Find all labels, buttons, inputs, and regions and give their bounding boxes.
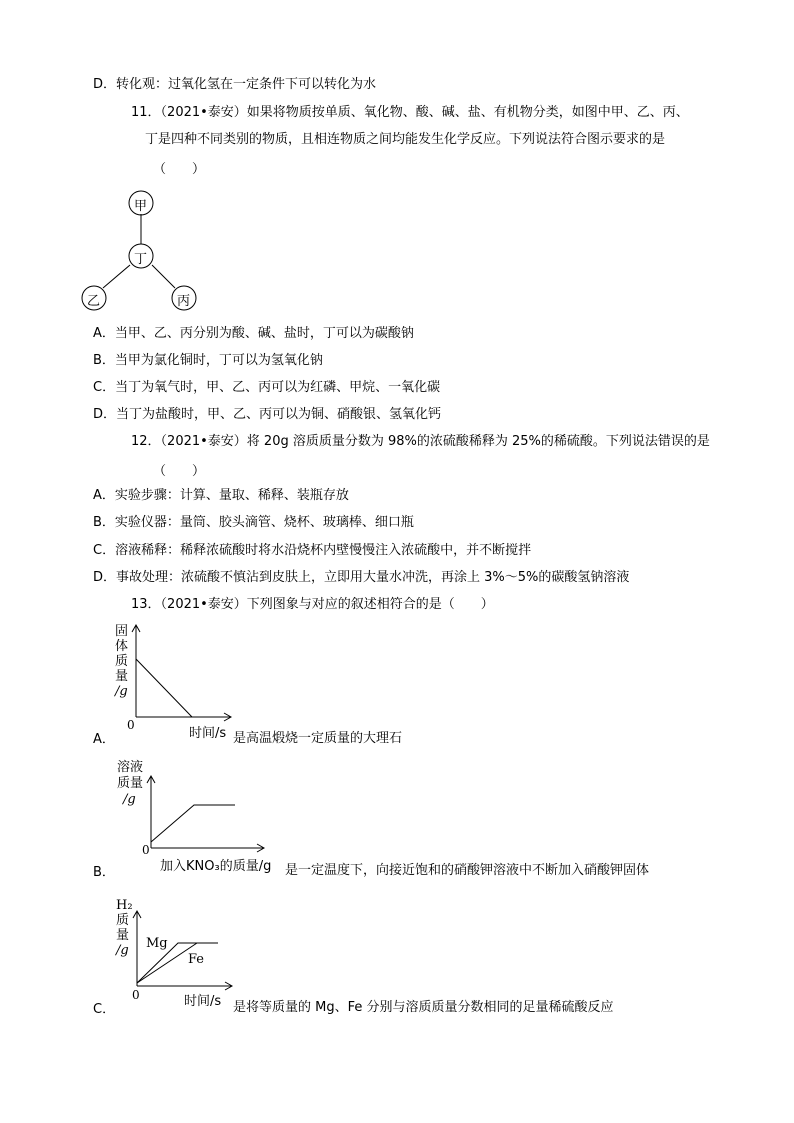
q13-stem: 13．（2021•泰安）下列图象与对应的叙述相符合的是（ ） — [131, 597, 494, 612]
graph-c-ylabel-4: /g — [116, 943, 129, 958]
diagram-label-yi: 乙 — [87, 294, 101, 309]
q12-option-c: C．溶液稀释：稀释浓硫酸时将水沿烧杯内壁慢慢注入浓硫酸中，并不断搅拌 — [93, 543, 532, 558]
graph-a-ylabel-4: 量 — [115, 669, 129, 684]
graph-c-label-fe: Fe — [188, 952, 205, 967]
graph-b-ylabel-1: 溶液 — [117, 760, 144, 775]
q12-answer-paren: （ ） — [153, 464, 206, 479]
graph-a-ylabel-5: /g — [115, 684, 128, 699]
graph-c-label-mg: Mg — [146, 936, 168, 951]
graph-a-ylabel-3: 质 — [115, 654, 129, 669]
q11-stem-line1: 11．（2021•泰安）如果将物质按单质、氧化物、酸、碱、盐、有机物分类，如图中甲、乙、丙、 — [131, 105, 689, 120]
graph-a-ylabel-2: 体 — [115, 639, 129, 654]
graph-c-ylabel-1: H₂ — [116, 898, 133, 913]
q13-option-b-letter: B． — [93, 865, 115, 880]
q12-option-d: D．事故处理：浓硫酸不慎沾到皮肤上，立即用大量水冲洗，再涂上 3%～5%的碳酸氢钠溶液 — [93, 570, 630, 585]
diagram-label-ding: 丁 — [134, 252, 148, 267]
diagram-label-bing: 丙 — [177, 294, 191, 309]
q11-option-c: C．当丁为氧气时，甲、乙、丙可以为红磷、甲烷、一氧化碳 — [93, 380, 441, 395]
q11-option-a: A．当甲、乙、丙分别为酸、碱、盐时，丁可以为碳酸钠 — [93, 326, 414, 341]
graph-a-origin: 0 — [127, 718, 135, 732]
graph-c-xlabel: 时间/s — [184, 994, 222, 1009]
q12-stem-line1: 12．（2021•泰安）将 20g 溶质质量分数为 98%的浓硫酸稀释为 25%的稀硫酸。下列说法错误的是 — [131, 434, 710, 449]
graph-c-origin: 0 — [132, 988, 140, 1002]
graph-c-ylabel — [116, 898, 133, 958]
graph-b-origin: 0 — [142, 843, 150, 857]
q12-option-a: A．实验步骤：计算、量取、稀释、装瓶存放 — [93, 488, 349, 503]
graph-b-ylabel-3: /g — [123, 792, 136, 807]
graph-a-xlabel: 时间/s — [189, 726, 227, 741]
q13-option-b-desc: 是一定温度下，向接近饱和的硝酸钾溶液中不断加入硝酸钾固体 — [285, 863, 650, 878]
q11-option-d: D．当丁为盐酸时，甲、乙、丙可以为铜、硝酸银、氢氧化钙 — [93, 407, 442, 422]
graph-c-ylabel-3: 量 — [116, 928, 130, 943]
graph-b-ylabel-2: 质量 — [117, 776, 144, 791]
graph-c-ylabel-2: 质 — [116, 913, 130, 928]
q13-option-c-letter: C． — [93, 1002, 116, 1017]
q11-answer-paren: （ ） — [153, 162, 206, 177]
graph-b-xlabel: 加入KNO₃的质量/g — [160, 859, 272, 874]
diagram-label-jia: 甲 — [134, 199, 148, 214]
graph-a-ylabel-1: 固 — [115, 624, 129, 639]
q13-option-a-desc: 是高温煅烧一定质量的大理石 — [233, 731, 403, 746]
prev-option-d: D．转化观：过氧化氢在一定条件下可以转化为水 — [93, 77, 377, 92]
q13-option-a-letter: A． — [93, 732, 115, 747]
q11-stem-line2: 丁是四种不同类别的物质，且相连物质之间均能发生化学反应。下列说法符合图示要求的是 — [145, 132, 666, 147]
q13-option-c-desc: 是将等质量的 Mg、Fe 分别与溶质质量分数相同的足量稀硫酸反应 — [233, 1000, 614, 1015]
q12-option-b: B．实验仪器：量筒、胶头滴管、烧杯、玻璃棒、细口瓶 — [93, 515, 414, 530]
q11-option-b: B．当甲为氯化铜时，丁可以为氢氧化钠 — [93, 353, 323, 368]
